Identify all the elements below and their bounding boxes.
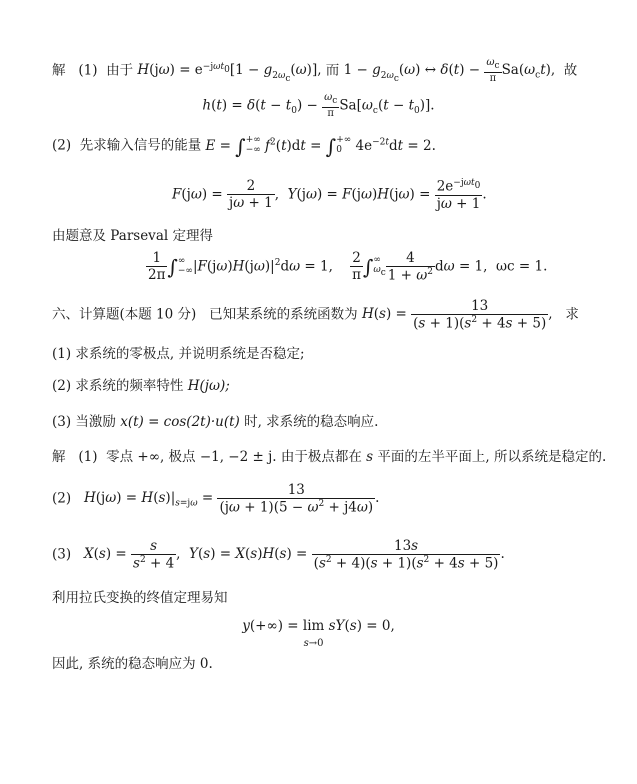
Hs-expr: H(s) = $\frac{13}{(s + 1)(s^2 + 4s + 5)}$ , [361, 298, 553, 332]
problem6-line [52, 298, 579, 332]
q2-text: (2) 求系统的频率特性 [52, 378, 184, 394]
impulse-response-eq: $h(t) = \delta(t - t_0)$ − $\frac{\omega_c}{\pi}$ $Sa[\omega_c(t - t_0)]$. [202, 92, 435, 119]
sol6-s: s [366, 449, 374, 465]
parseval-eq: $\frac{1}{2\pi}$ ∫∞ $-\infty|F(j\omega)H(j\omega)|^2d\omega = 1$, $\frac{2}{\pi}$ ∫∞ $\omega_c$ $\frac{4}{1 + \omega^2}$ dω = 1, ωc = 1. [148, 250, 548, 284]
sol6-part1: (1) [78, 449, 98, 465]
final-value-eq: y(+∞) = lim s→0 sY(s) = 0, [242, 618, 395, 650]
Hjw-expr: $H(j\omega) = H(s)|_{s=j\omega}$ = $\frac{13}{(j\omega + 1)(5 - \omega^2 + j4\omega)}$ . [84, 482, 380, 516]
q3-text-a: (3) 当激励 [52, 414, 116, 430]
solution6-line2 [52, 482, 379, 516]
H-expr-render: $H(j\omega) = e^{-j\omega t_0}[1 - g_{2\omega_c}(\omega)]$, [137, 61, 322, 84]
solution-part: (1) [78, 62, 98, 79]
question2 [52, 378, 230, 394]
q2-expr: H(jω); [187, 378, 230, 394]
solution6-line3 [52, 538, 505, 572]
XY-expr: X(s) = $\frac{s}{s^2 + 4}$ , Y(s) = X(s)H(s) = $\frac{13s}{(s^2 + 4)(s + 1)(s^2 + 4s + 5)}$ . [84, 538, 505, 572]
question3 [52, 414, 378, 430]
wc-result: ωc = 1. [496, 258, 548, 275]
sol6-part3: (3) [52, 546, 72, 563]
sol6-label: 解 [52, 449, 66, 465]
FY-eq: F(jω) = $\frac{2}{j\omega + 1}$ , Y(jω) = F(jω)H(jω) = $\frac{2e^{-j\omega t_0}}{j\omega + 1}$ . [172, 178, 487, 212]
problem6-header: 六、计算题(本题 10 分) [52, 306, 197, 323]
part2-label: (2) [52, 137, 72, 154]
sol6-part2: (2) [52, 490, 72, 507]
solution6-line1 [52, 449, 606, 465]
solution-label: 解 [52, 62, 66, 79]
solution1-line [52, 57, 577, 85]
q3-expr: x(t) = cos(2t)·u(t) [120, 414, 240, 430]
q3-text-b: 时, 求系统的稳态响应. [244, 414, 379, 430]
sol6-a1-end: 平面的左半平面上, 所以系统是稳定的. [377, 449, 607, 465]
transform-expr-render: $1 - g_{2\omega_c}(\omega)$ ↔ δ(t) − $\frac{\omega_c}{\pi}$ $Sa(\omega_ct)$, [343, 57, 556, 84]
conclusion: 因此, 系统的稳态响应为 0. [52, 656, 213, 672]
question1: (1) 求系统的零极点, 并说明系统是否稳定; [52, 346, 305, 362]
solution-text-a: 由于 [106, 62, 134, 79]
final-value-text: 利用拉氏变换的终值定理易知 [52, 590, 228, 606]
sol6-a1: 零点 +∞, 极点 −1, −2 ± j. 由于极点都在 [106, 449, 362, 465]
solution-text-c: 故 [563, 62, 578, 79]
problem6-text: 已知某系统的系统函数为 [209, 306, 358, 323]
energy-expr: E = ∫+∞ −∞ $f^2(t)dt$ = ∫+∞ 0 $4e^{-2t}dt = 2$. [205, 134, 436, 158]
part2-text: 先求输入信号的能量 [79, 137, 202, 154]
problem6-ask: 求 [565, 306, 579, 323]
solution-text-b: 而 [325, 62, 340, 79]
parseval-text: 由题意及 Parseval 定理得 [52, 228, 213, 244]
solution2-line [52, 134, 436, 158]
